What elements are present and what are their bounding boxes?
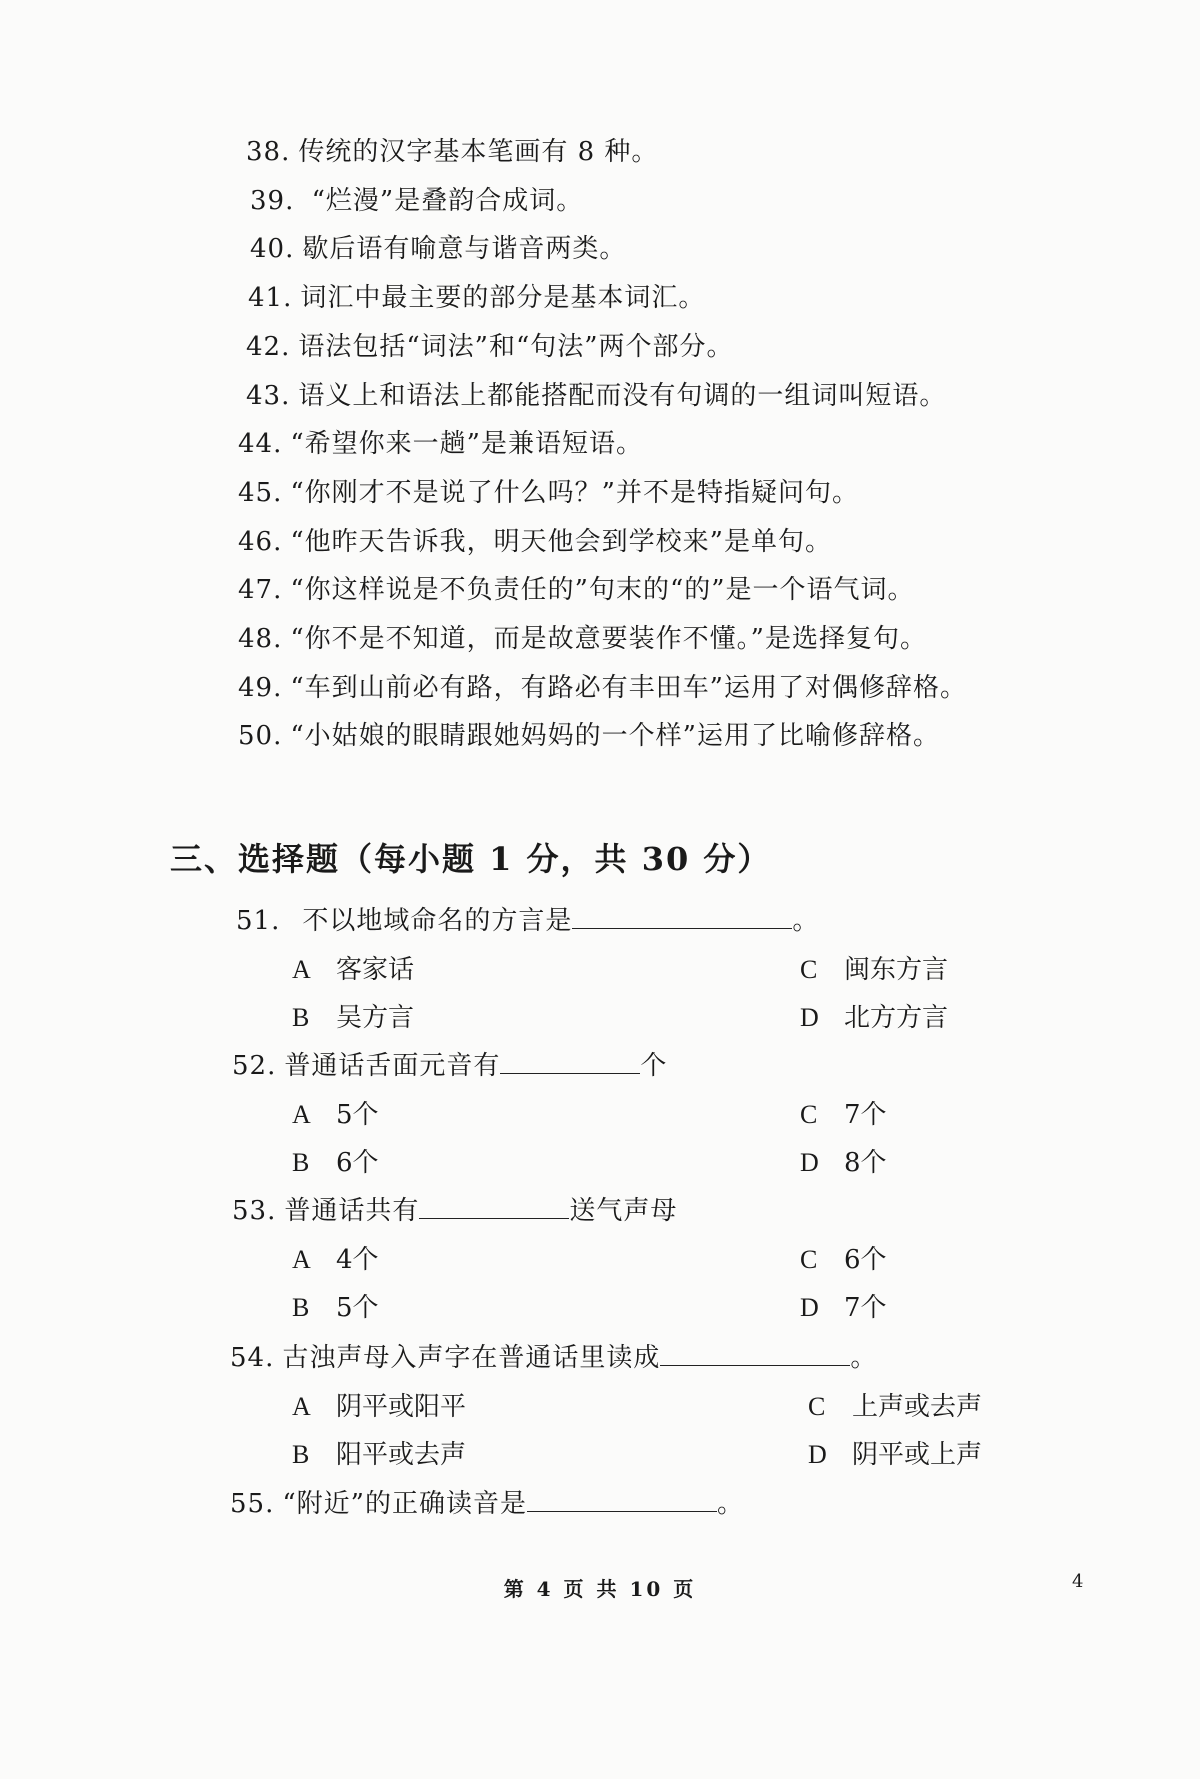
statement-item: [250, 186, 583, 216]
option-text: 阴平或阳平: [336, 1392, 467, 1422]
option-c[interactable]: [800, 1245, 887, 1275]
option-c[interactable]: [808, 1392, 982, 1422]
option-b[interactable]: [292, 1148, 379, 1178]
option-text: 8个: [844, 1148, 887, 1178]
option-letter: D: [800, 1293, 819, 1322]
question-number: 53.: [232, 1196, 277, 1226]
item-text: “小姑娘的眼睛跟她妈妈的一个样”运用了比喻修辞格。: [290, 721, 940, 752]
option-letter: A: [292, 1392, 311, 1421]
question-suffix: 。: [850, 1343, 878, 1373]
option-text: 6个: [336, 1148, 379, 1178]
statement-item: [238, 575, 915, 605]
option-letter: B: [292, 1440, 310, 1469]
question-suffix: 。: [716, 1489, 744, 1519]
item-number: 41.: [248, 283, 293, 314]
option-text: 北方方言: [844, 1003, 949, 1033]
page-number: 4: [1072, 1571, 1084, 1592]
answer-blank[interactable]: [419, 1196, 569, 1219]
statement-item: [250, 234, 626, 264]
option-a[interactable]: [292, 1245, 379, 1275]
option-text: 吴方言: [336, 1003, 415, 1033]
question-number: 52.: [232, 1051, 277, 1081]
option-d[interactable]: [800, 1148, 887, 1178]
option-text: 上声或去声: [852, 1392, 983, 1422]
item-number: 46.: [238, 526, 283, 557]
answer-blank[interactable]: [527, 1489, 717, 1512]
question-number: 55.: [230, 1489, 275, 1519]
option-text: 客家话: [336, 955, 415, 985]
option-b[interactable]: [292, 1440, 466, 1470]
item-number: 50.: [238, 721, 283, 752]
item-text: 传统的汉字基本笔画有 8 种。: [298, 137, 659, 167]
item-text: 语法包括“词法”和“句法”两个部分。: [298, 331, 734, 362]
question-stem: [230, 1489, 744, 1519]
question-stem: [230, 1343, 877, 1373]
option-d[interactable]: [800, 1003, 948, 1033]
statement-item: [246, 137, 658, 167]
statement-item: [238, 624, 927, 654]
option-a[interactable]: [292, 1100, 379, 1130]
option-letter: D: [800, 1148, 819, 1177]
option-text: 闽东方言: [844, 955, 949, 985]
option-letter: B: [292, 1003, 310, 1032]
option-letter: A: [292, 1245, 311, 1274]
item-text: 词汇中最主要的部分是基本词汇。: [300, 283, 706, 314]
option-text: 7个: [844, 1100, 887, 1130]
question-number: 54.: [230, 1343, 275, 1373]
item-number: 42.: [246, 331, 291, 362]
answer-blank[interactable]: [572, 906, 792, 929]
option-text: 5个: [336, 1100, 379, 1130]
statement-item: [246, 381, 946, 411]
option-text: 阴平或上声: [852, 1440, 983, 1470]
item-number: 43.: [246, 380, 291, 411]
question-text: 普通话舌面元音有: [284, 1051, 501, 1081]
section-heading: 三、选择题（每小题 1 分，共 30 分）: [170, 840, 772, 878]
page-footer: 第 4 页 共 10 页: [503, 1577, 697, 1601]
question-suffix: 。: [792, 906, 820, 936]
item-number: 49.: [238, 672, 283, 703]
question-text: 不以地域命名的方言是: [302, 906, 573, 936]
item-text: 歇后语有喻意与谐音两类。: [302, 234, 627, 265]
option-letter: C: [800, 1100, 818, 1129]
option-letter: B: [292, 1148, 310, 1177]
option-text: 7个: [844, 1293, 887, 1323]
question-text: “附近”的正确读音是: [282, 1489, 527, 1519]
statement-item: [238, 673, 967, 703]
option-a[interactable]: [292, 955, 414, 985]
option-text: 6个: [844, 1245, 887, 1275]
item-number: 40.: [250, 234, 295, 265]
option-text: 5个: [336, 1293, 379, 1323]
option-d[interactable]: [800, 1293, 887, 1323]
item-number: 38.: [246, 137, 291, 167]
option-letter: D: [808, 1440, 827, 1469]
item-number: 39.: [250, 185, 295, 216]
option-letter: C: [808, 1392, 826, 1421]
question-stem: [236, 906, 819, 936]
option-c[interactable]: [800, 1100, 887, 1130]
option-letter: C: [800, 955, 818, 984]
question-suffix: 个: [640, 1051, 668, 1081]
item-text: “希望你来一趟”是兼语短语。: [290, 429, 643, 460]
option-c[interactable]: [800, 955, 948, 985]
question-text: 普通话共有: [284, 1196, 420, 1226]
option-a[interactable]: [292, 1392, 466, 1422]
item-text: “他昨天告诉我，明天他会到学校来”是单句。: [290, 526, 832, 557]
option-d[interactable]: [808, 1440, 982, 1470]
question-text: 古浊声母入声字在普通话里读成: [282, 1343, 661, 1373]
item-text: 语义上和语法上都能搭配而没有句调的一组词叫短语。: [298, 380, 947, 411]
statement-item: [238, 527, 832, 557]
question-number: 51.: [236, 906, 281, 936]
option-letter: A: [292, 955, 311, 984]
option-letter: C: [800, 1245, 818, 1274]
item-number: 44.: [238, 429, 283, 460]
option-letter: A: [292, 1100, 311, 1129]
option-letter: D: [800, 1003, 819, 1032]
item-text: “烂漫”是叠韵合成词。: [302, 185, 584, 216]
question-stem: [232, 1051, 667, 1081]
option-b[interactable]: [292, 1293, 379, 1323]
statement-item: [238, 478, 859, 508]
statement-item: [248, 283, 705, 313]
statement-item: [238, 429, 643, 459]
item-number: 47.: [238, 575, 283, 606]
item-number: 48.: [238, 624, 283, 654]
item-number: 45.: [238, 477, 283, 508]
item-text: “你这样说是不负责任的”句末的“的”是一个语气词。: [290, 575, 915, 606]
statement-item: [238, 721, 940, 751]
option-text: 4个: [336, 1245, 379, 1275]
answer-blank[interactable]: [500, 1051, 640, 1074]
item-text: “你不是不知道，而是故意要装作不懂。”是选择复句。: [290, 624, 927, 654]
statement-item: [246, 332, 734, 362]
question-suffix: 送气声母: [569, 1196, 678, 1226]
item-text: “车到山前必有路，有路必有丰田车”运用了对偶修辞格。: [290, 672, 967, 703]
option-letter: B: [292, 1293, 310, 1322]
answer-blank[interactable]: [660, 1343, 850, 1366]
item-text: “你刚才不是说了什么吗？”并不是特指疑问句。: [290, 477, 859, 508]
option-b[interactable]: [292, 1003, 414, 1033]
option-text: 阳平或去声: [336, 1440, 467, 1470]
question-stem: [232, 1196, 677, 1226]
